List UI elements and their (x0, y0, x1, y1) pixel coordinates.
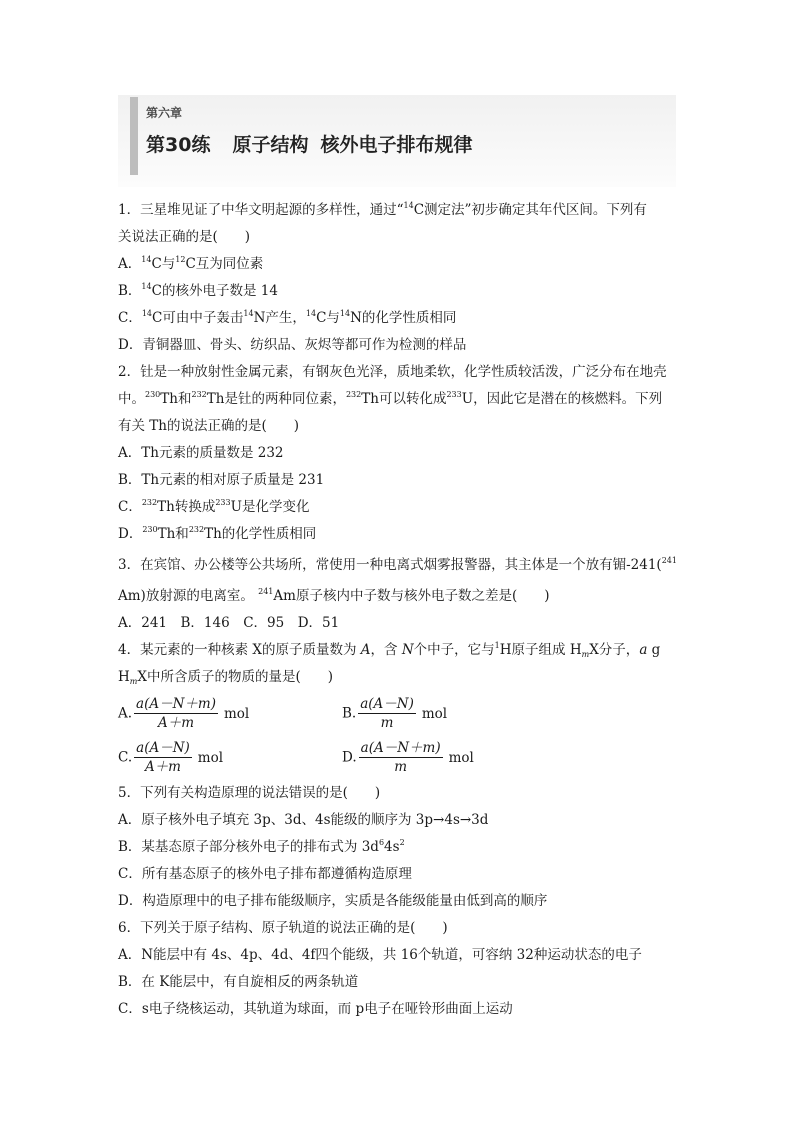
q2-option-a: A．Th元素的质量数是 232 (118, 445, 284, 461)
lesson-title (146, 130, 472, 157)
q2-stem-line-2: 中。$^{230}$Th和$^{232}$Th是钍的两种同位素，$^{232}$Th可以转化成$^{233}$U，因此它是潜在的核燃料。下列 (118, 390, 663, 407)
q5-option-d: D．构造原理中的电子排布能级顺序，实质是各能级能量由低到高的顺序 (118, 893, 548, 909)
q2-option-b: B．Th元素的相对原子质量是 231 (118, 472, 325, 488)
q1-option-a: A．$^{14}$C与$^{12}$C互为同位素 (118, 255, 264, 272)
q5-option-c: C．所有基态原子的核外电子排布都遵循构造原理 (118, 866, 412, 882)
q2-stem-line-1: 2．钍是一种放射性金属元素，有钢灰色光泽，质地柔软，化学性质较活泼，广泛分布在地壳 (118, 364, 667, 380)
q2-option-c: C．$^{232}$Th转换成$^{233}$U是化学变化 (118, 498, 310, 515)
q1-option-b: B．$^{14}$C的核外电子数是 14 (118, 282, 278, 299)
q5-option-b: B．某基态原子部分核外电子的排布式为 $3d^64s^2$ (118, 838, 405, 855)
q1-option-d: D．青铜器皿、骨头、纺织品、灰烬等都可作为检测的样品 (118, 337, 467, 353)
q6-option-c: C．s电子绕核运动，其轨道为球面，而 p电子在哑铃形曲面上运动 (118, 1001, 513, 1017)
q2-option-d: D．$^{230}$Th和$^{232}$Th的化学性质相同 (118, 525, 317, 542)
header-accent-bar (130, 97, 138, 175)
q4-stem-line-2: $H_mX$中所含质子的物质的量是( ) (118, 669, 334, 686)
q4-option-a: A. $\frac{a(A-N+m)}{A+m}$ mol (118, 696, 250, 731)
lesson-name: 原子结构 (232, 134, 309, 156)
q5-option-a: A．原子核外电子填充 3p、3d、4s能级的顺序为 3p→4s→3d (118, 812, 489, 828)
q4-option-d: D. $\frac{a(A-N+m)}{m}$ mol (342, 740, 474, 775)
chapter-label: 第六章 (146, 106, 183, 120)
q2-stem-line-3: 有关 Th的说法正确的是( ) (118, 418, 300, 434)
q1-stem-line-2: 关说法正确的是( ) (118, 229, 251, 245)
q1-option-c: C．$^{14}$C可由中子轰击$^{14}$N产生，$^{14}$C与$^{14}$N的化学性质相同 (118, 309, 457, 326)
q4-stem-line-1: 4．某元素的一种核素 X的原子质量数为 A，含 N个中子，它与$^1$H原子组成 $H_mX$分子，a g (118, 641, 661, 659)
q6-option-b: B．在 K能层中，有自旋相反的两条轨道 (118, 974, 359, 990)
q6-stem: 6．下列关于原子结构、原子轨道的说法正确的是( ) (118, 920, 448, 936)
q4-option-c: C. $\frac{a(A-N)}{A+m}$ mol (118, 740, 224, 775)
lesson-number: 第30练 (146, 134, 211, 156)
q5-stem: 5．下列有关构造原理的说法错误的是( ) (118, 785, 381, 801)
q6-option-a: A．N能层中有 4s、4p、4d、4f四个能级，共 16个轨道，可容纳 32种运动状态的电子 (118, 947, 642, 963)
q3-options: A．241 B．146 C．95 D．51 (118, 615, 340, 631)
q4-option-b: B. $\frac{a(A-N)}{m}$ mol (342, 696, 448, 731)
lesson-subtitle: 核外电子排布规律 (320, 134, 473, 156)
q3-stem-line-1: 3．在宾馆、办公楼等公共场所，常使用一种电离式烟雾报警器，其主体是一个放有镅-241($^{241}$ (118, 556, 677, 573)
q3-stem-line-2: Am)放射源的电离室。 $^{241}$Am原子核内中子数与核外电子数之差是( ) (118, 587, 550, 604)
q1-stem-line-1: 1．三星堆见证了中华文明起源的多样性，通过“$^{14}$C测定法”初步确定其年代区间。下列有 (118, 201, 647, 218)
